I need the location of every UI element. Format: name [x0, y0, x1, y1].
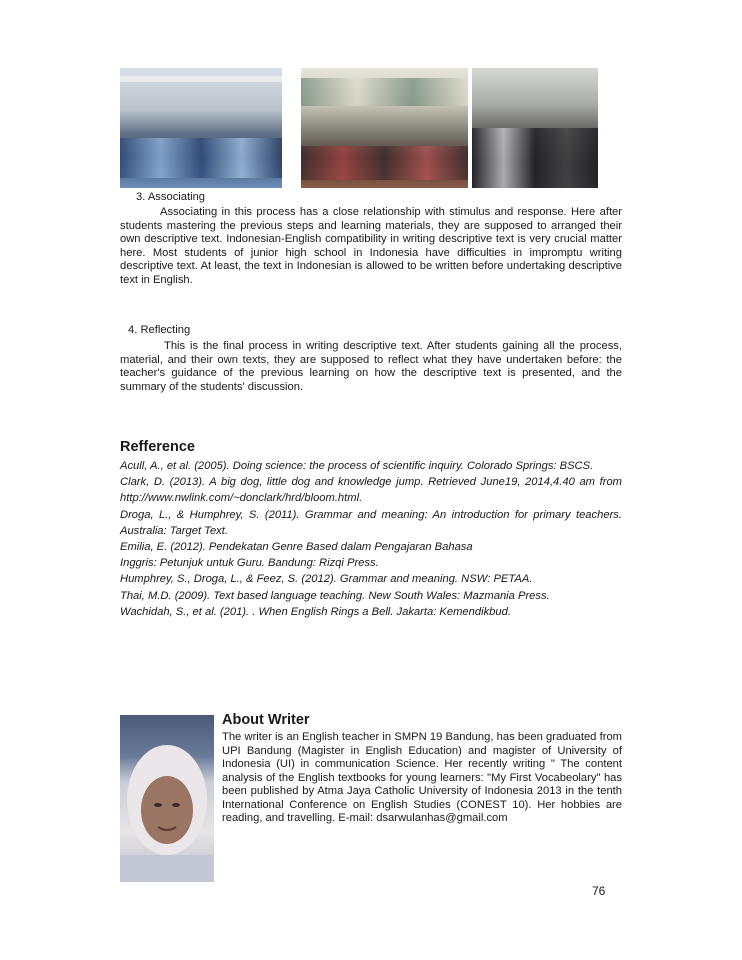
about-body: The writer is an English teacher in SMPN 19 Bandung, has been graduated from UPI Bandung (Magister in English Education) and magister of University of Indonesia (UI) in communication Science. Her recently writing " The content analysis of the English textbooks for young learners: "My First Vocabeolary" has been published by Atma Jaya Catholic University of Indonesia 2013 in the tenth International Conference on English Studies (CONEST 10). Her hobbies are reading, and travelling. E-mail: dsarwulanhas@gmail.com — [222, 731, 622, 824]
references-list — [120, 458, 622, 620]
writer-portrait — [120, 715, 214, 882]
classroom-photo-3 — [472, 68, 598, 188]
reference-item: Humphrey, S., Droga, L., & Feez, S. (2012). Grammar and meaning. NSW: PETAA. — [120, 573, 533, 586]
associating-title: 3. Associating — [136, 191, 206, 203]
reflecting-body: This is the final process in writing descriptive text. After students gaining all the process, material, and their own texts, they are supposed to reflect what they have undertaken before: the teacher's guidance of the previous learning on how the descriptive text is presented, and the summary of the students' discussion. — [120, 340, 622, 393]
reference-item: Inggris: Petunjuk untuk Guru. Bandung: Rizqi Press. — [120, 557, 379, 570]
references-heading: Refference — [120, 439, 195, 455]
reference-item: Thai, M.D. (2009). Text based language teaching. New South Wales: Mazmania Press. — [120, 589, 550, 602]
associating-body: Associating in this process has a close relationship with stimulus and response. Here after students mastering the previous steps and learning materials, they are supposed to arranged their own descriptive text. Indonesian-English compatibility in writing descriptive text is very crucial matter here. Most students of junior high school in Indonesia have difficulties in impromptu writing descriptive text. At least, the text in Indonesian is allowed to be written before undertaking descriptive text in English. — [120, 206, 622, 286]
reference-item: Droga, L., & Humphrey, S. (2011). Grammar and meaning: An introduction for primary teachers. Australia: Target Text. — [120, 508, 622, 537]
classroom-photo-2 — [301, 68, 468, 188]
reflecting-title: 4. Reflecting — [128, 324, 191, 336]
page-number: 76 — [592, 884, 606, 898]
classroom-photo-1 — [120, 68, 282, 188]
about-heading: About Writer — [222, 712, 310, 728]
reference-item: Wachidah, S., et al. (201). . When English Rings a Bell. Jakarta: Kemendikbud. — [120, 605, 511, 618]
reference-item: Emilia, E. (2012). Pendekatan Genre Based dalam Pengajaran Bahasa — [120, 541, 473, 554]
writer-portrait-illustration — [120, 715, 214, 882]
reference-item: Clark, D. (2013). A big dog, little dog and knowledge jump. Retrieved June19, 2014,4.40 am from http://www.nwlink.com/~donclark/hrd/bloom.html. — [120, 476, 622, 505]
reference-item: Acull, A., et al. (2005). Doing science: the process of scientific inquiry. Colorado Springs: BSCS. — [120, 460, 594, 472]
